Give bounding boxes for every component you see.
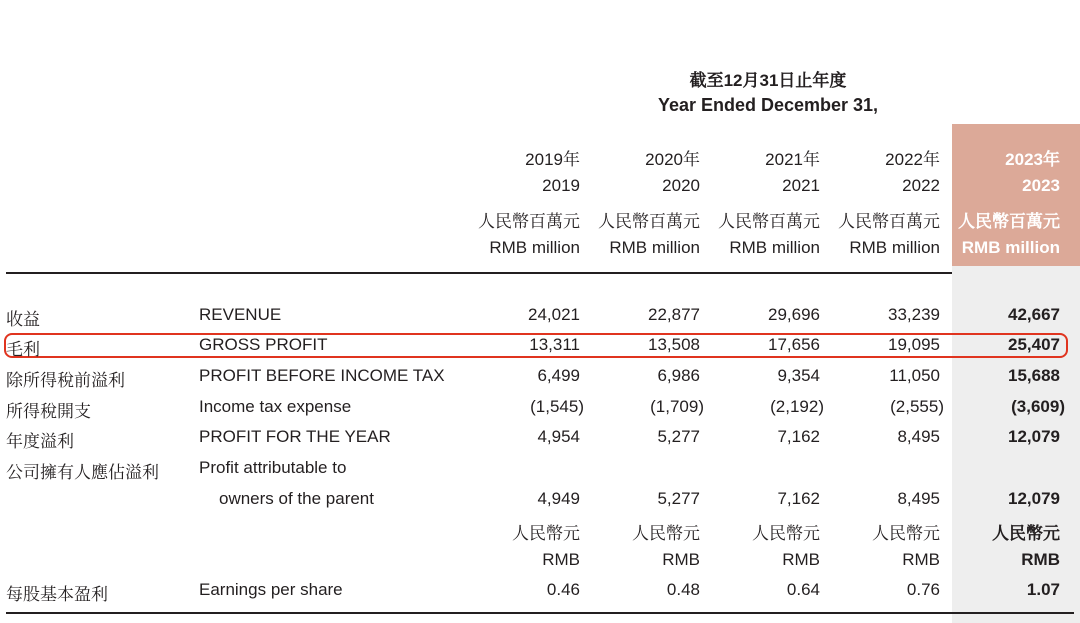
footer-divider xyxy=(6,612,1074,614)
row-label-zh: 除所得稅前溢利 xyxy=(6,371,125,390)
period-title-zh: 截至12月31日止年度 xyxy=(689,71,847,90)
unit-en: RMB xyxy=(542,550,580,569)
column-year: 2022 xyxy=(902,176,940,195)
cell-value-2023: (3,609) xyxy=(1011,397,1065,416)
cell-value-2023: 25,407 xyxy=(1008,335,1060,354)
row-label-en: Profit attributable to xyxy=(199,458,347,477)
cell-value: 11,050 xyxy=(889,366,940,385)
row-label-en: Earnings per share xyxy=(199,580,343,599)
column-year-zh: 2020年 xyxy=(645,150,700,169)
cell-value: 13,508 xyxy=(648,335,700,354)
column-unit-zh: 人民幣百萬元 xyxy=(958,212,1060,231)
unit-zh: 人民幣元 xyxy=(512,524,580,543)
cell-value: 4,949 xyxy=(537,489,580,508)
row-label-en: GROSS PROFIT xyxy=(199,335,328,354)
row-label-zh: 毛利 xyxy=(6,340,40,359)
row-label-zh: 公司擁有人應佔溢利 xyxy=(6,463,159,482)
cell-value: 22,877 xyxy=(648,305,700,324)
column-year: 2020 xyxy=(662,176,700,195)
unit-en-2023: RMB xyxy=(1021,550,1060,569)
cell-value-2023: 12,079 xyxy=(1008,489,1060,508)
column-year-zh: 2019年 xyxy=(525,150,580,169)
cell-value: 33,239 xyxy=(888,305,940,324)
row-label-en: owners of the parent xyxy=(219,489,374,508)
cell-value: 5,277 xyxy=(657,489,700,508)
cell-value: 6,986 xyxy=(657,366,700,385)
unit-en: RMB xyxy=(902,550,940,569)
column-year-zh: 2023年 xyxy=(1005,150,1060,169)
cell-value: 0.46 xyxy=(546,580,580,599)
row-label-zh: 收益 xyxy=(6,310,40,329)
cell-value: (1,545) xyxy=(530,397,584,416)
header-divider xyxy=(6,272,952,274)
cell-value-2023: 15,688 xyxy=(1008,366,1060,385)
cell-value: 0.76 xyxy=(906,580,940,599)
period-title-en: Year Ended December 31, xyxy=(657,95,879,115)
cell-value: 29,696 xyxy=(768,305,820,324)
row-label-zh: 所得稅開支 xyxy=(6,402,91,421)
row-label-en: PROFIT BEFORE INCOME TAX xyxy=(199,366,445,385)
cell-value: 7,162 xyxy=(777,427,820,446)
cell-value: 7,162 xyxy=(777,489,820,508)
column-year-zh: 2022年 xyxy=(885,150,940,169)
column-unit-en: RMB million xyxy=(729,238,820,257)
cell-value: 0.64 xyxy=(786,580,820,599)
unit-en: RMB xyxy=(782,550,820,569)
cell-value: 4,954 xyxy=(537,427,580,446)
cell-value: 8,495 xyxy=(897,427,940,446)
cell-value: 8,495 xyxy=(897,489,940,508)
row-label-en: Income tax expense xyxy=(199,397,352,416)
row-label-zh: 每股基本盈利 xyxy=(6,585,108,604)
cell-value-2023: 42,667 xyxy=(1008,305,1060,324)
cell-value-2023: 12,079 xyxy=(1008,427,1060,446)
unit-zh: 人民幣元 xyxy=(752,524,820,543)
cell-value: (1,709) xyxy=(650,397,704,416)
row-label-zh: 年度溢利 xyxy=(6,432,74,451)
cell-value-2023: 1.07 xyxy=(1026,580,1060,599)
unit-zh: 人民幣元 xyxy=(632,524,700,543)
cell-value: 9,354 xyxy=(777,366,820,385)
unit-en: RMB xyxy=(662,550,700,569)
cell-value: 6,499 xyxy=(537,366,580,385)
unit-zh-2023: 人民幣元 xyxy=(992,524,1060,543)
cell-value: 19,095 xyxy=(888,335,940,354)
column-unit-zh: 人民幣百萬元 xyxy=(718,212,820,231)
cell-value: (2,192) xyxy=(770,397,824,416)
column-unit-zh: 人民幣百萬元 xyxy=(838,212,940,231)
column-unit-zh: 人民幣百萬元 xyxy=(478,212,580,231)
column-unit-en: RMB million xyxy=(609,238,700,257)
column-year-zh: 2021年 xyxy=(765,150,820,169)
column-year: 2023 xyxy=(1022,176,1060,195)
column-unit-zh: 人民幣百萬元 xyxy=(598,212,700,231)
cell-value: 13,311 xyxy=(529,335,580,354)
column-year: 2021 xyxy=(782,176,820,195)
cell-value: 24,021 xyxy=(528,305,580,324)
column-unit-en: RMB million xyxy=(961,238,1060,257)
column-unit-en: RMB million xyxy=(489,238,580,257)
row-label-en: REVENUE xyxy=(199,305,282,324)
cell-value: 0.48 xyxy=(666,580,700,599)
cell-value: 5,277 xyxy=(657,427,700,446)
column-year: 2019 xyxy=(542,176,580,195)
cell-value: 17,656 xyxy=(768,335,820,354)
column-unit-en: RMB million xyxy=(849,238,940,257)
unit-zh: 人民幣元 xyxy=(872,524,940,543)
row-label-en: PROFIT FOR THE YEAR xyxy=(199,427,391,446)
cell-value: (2,555) xyxy=(890,397,944,416)
